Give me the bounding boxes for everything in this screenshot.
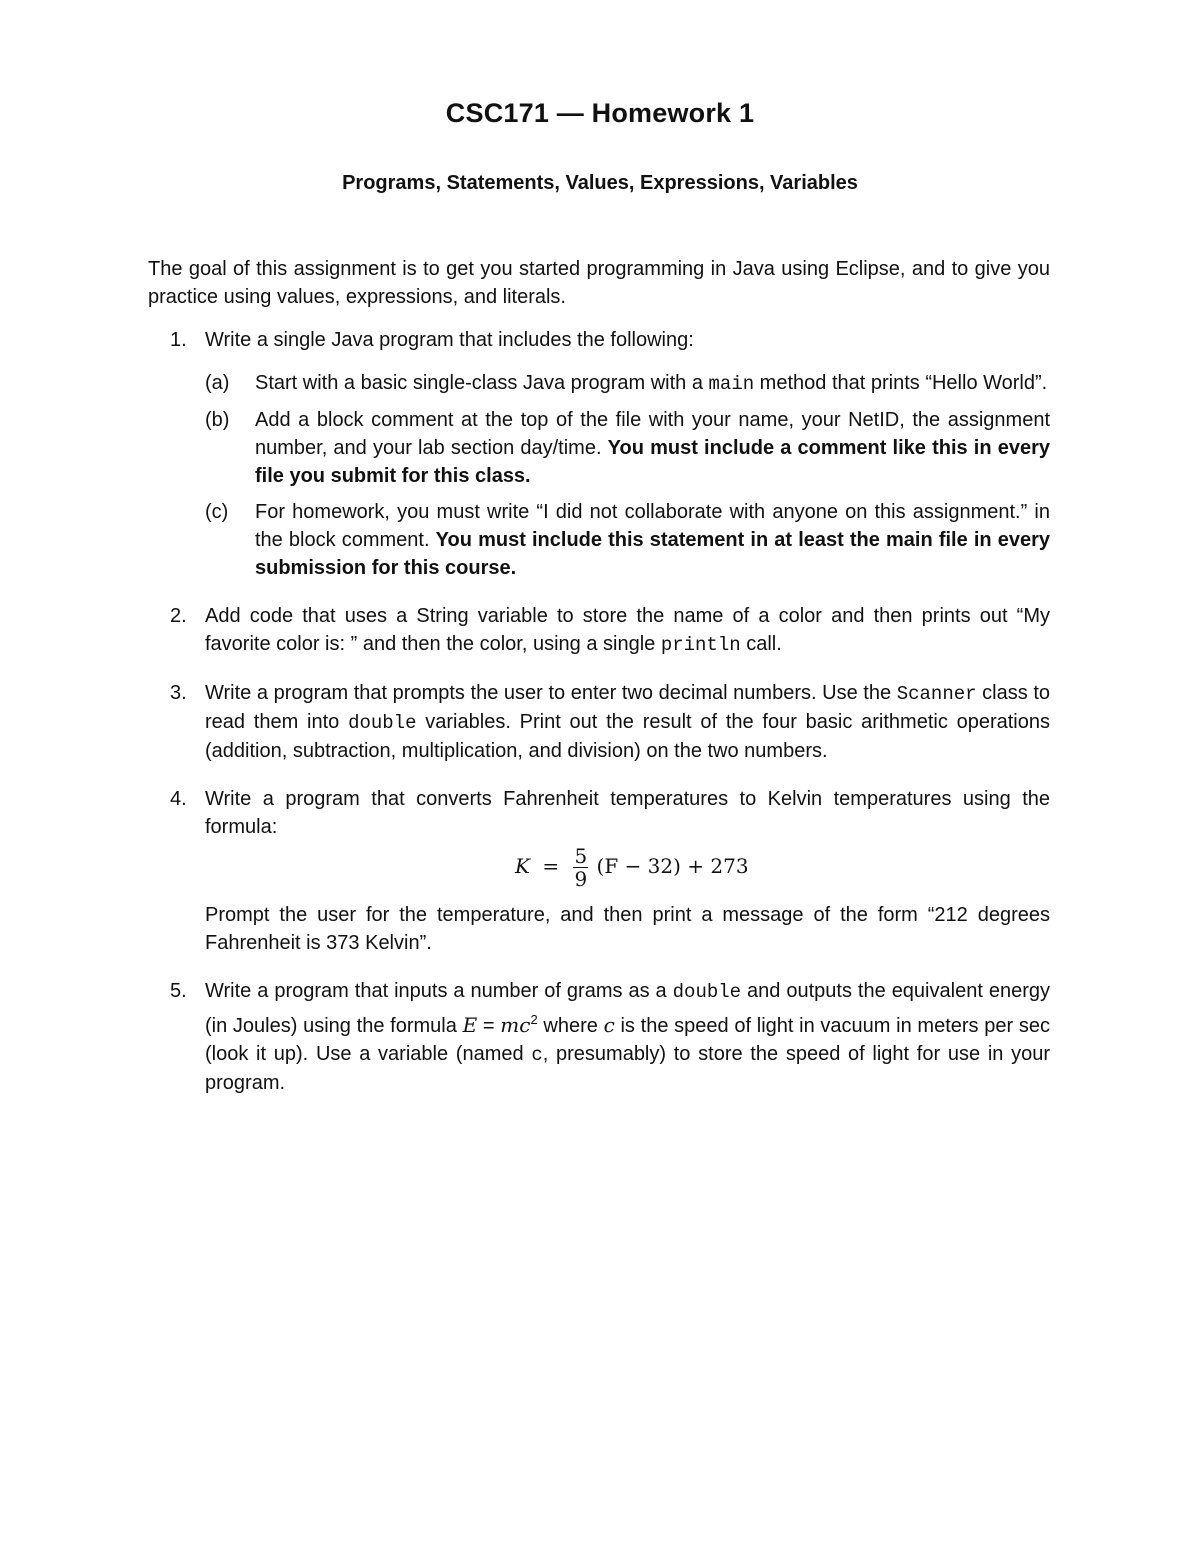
task-text: where bbox=[537, 1015, 604, 1037]
formula-lhs: K bbox=[515, 854, 530, 878]
speed-symbol: c bbox=[603, 1013, 615, 1037]
fraction-numerator: 5 bbox=[574, 844, 588, 868]
task-text: Write a program that prompts the user to enter two decimal numbers. Use the bbox=[205, 682, 897, 704]
energy-exponent: 2 bbox=[530, 1012, 538, 1027]
task-item-3 bbox=[148, 679, 1050, 765]
subtask-text: method that prints “Hello World”. bbox=[754, 372, 1048, 394]
task-number: 1. bbox=[170, 329, 187, 351]
intro-paragraph: The goal of this assignment is to get you started programming in Java using Eclipse, and to give you practice using values, expressions, and literals. bbox=[148, 258, 1050, 308]
fraction-denominator: 9 bbox=[574, 867, 588, 891]
task-text: and outputs the equivalent energy (in Joules) using the formula bbox=[205, 980, 1050, 1037]
code-main: main bbox=[708, 373, 755, 395]
task-text: variables. Print out the result of the four basic arithmetic operations (addition, subtraction, multiplication, and division) on the two numbers. bbox=[205, 711, 1050, 762]
formula-fraction bbox=[573, 845, 588, 890]
subtask-label: (a) bbox=[205, 372, 230, 394]
code-double: double bbox=[672, 981, 742, 1003]
code-c: c bbox=[531, 1044, 543, 1066]
subtask-a bbox=[205, 369, 1050, 398]
page-title: CSC171 — Homework 1 bbox=[445, 98, 755, 128]
subtask-emphasis: You must include this statement in at least the main file in every submission for this course. bbox=[255, 529, 1051, 579]
subtask-text: Add a block comment at the top of the file with your name, your NetID, the assignment number, and your lab section day/time. bbox=[255, 409, 1050, 459]
formula-rest: (F − 32) + 273 bbox=[596, 854, 749, 878]
code-double: double bbox=[348, 712, 417, 734]
energy-mc: mc bbox=[500, 1013, 531, 1037]
task-text: Write a program that inputs a number of grams as a bbox=[205, 980, 673, 1002]
subtask-text: For homework, you must write “I did not collaborate with anyone on this assignment.” in the block comment. bbox=[255, 501, 1050, 551]
subtask-label: (b) bbox=[205, 409, 230, 431]
task-number: 2. bbox=[170, 605, 187, 627]
task-item-1 bbox=[148, 326, 1050, 582]
task-item-4 bbox=[148, 785, 1050, 957]
task-text: is the speed of light in vacuum in meters per sec (look it up). Use a variable (named bbox=[205, 1015, 1051, 1065]
kelvin-formula bbox=[205, 841, 1050, 901]
subtask-emphasis: You must include a comment like this in every file you submit for this class. bbox=[255, 437, 1050, 487]
energy-symbol: E bbox=[462, 1013, 478, 1037]
code-println: println bbox=[660, 634, 741, 656]
task-list bbox=[148, 326, 1050, 1097]
task-item-2 bbox=[148, 602, 1050, 659]
subtask-label: (c) bbox=[205, 501, 229, 523]
task-text: Add code that uses a String variable to store the name of a color and then prints out “My favorite color is: ” and then the color, using a single bbox=[205, 605, 1050, 655]
formula-equals: = bbox=[542, 854, 560, 878]
energy-equals: = bbox=[477, 1015, 501, 1037]
code-scanner: Scanner bbox=[896, 683, 977, 705]
task-item-5 bbox=[148, 977, 1050, 1097]
task-text: Prompt the user for the temperature, and then print a message of the form “212 degrees Fahrenheit is 373 Kelvin”. bbox=[205, 904, 1050, 954]
task-text: , presumably) to store the speed of light for use in your program. bbox=[205, 1043, 1050, 1094]
task-text: Write a single Java program that includes the following: bbox=[205, 329, 694, 351]
task-number: 3. bbox=[170, 682, 187, 704]
page-subtitle: Programs, Statements, Values, Expressions, Variables bbox=[342, 172, 858, 194]
task-text: call. bbox=[740, 633, 782, 655]
subtask-c bbox=[205, 498, 1050, 582]
task-number: 4. bbox=[170, 788, 187, 810]
task-text: class to read them into bbox=[205, 682, 1051, 733]
subtask-text: Start with a basic single-class Java program with a bbox=[255, 372, 709, 394]
subtask-b bbox=[205, 406, 1050, 490]
task-number: 5. bbox=[170, 980, 187, 1002]
task-text: Write a program that converts Fahrenheit temperatures to Kelvin temperatures using the formula: bbox=[205, 788, 1050, 838]
